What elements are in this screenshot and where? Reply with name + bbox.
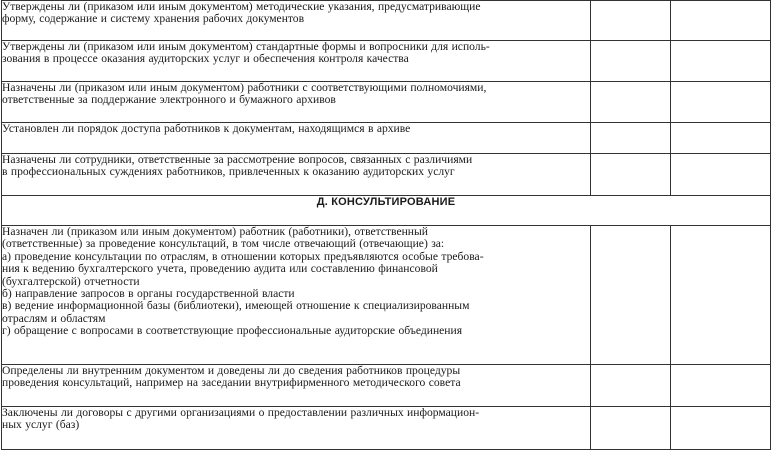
answer-cell-2[interactable] <box>671 154 771 196</box>
question-line: (ответственные) за проведение консультаций, в том числе отвечающий (отвечающие) за: <box>2 237 445 251</box>
question-cell <box>2 1 591 41</box>
question-cell <box>2 82 591 123</box>
question-line: а) проведение консультации по отраслям, в отношении которых предъявляются особые требова- <box>2 249 484 263</box>
question-line: зования в процессе оказания аудиторских услуг и обеспечения контроля качества <box>2 52 409 66</box>
answer-cell-1[interactable] <box>591 41 671 82</box>
table-row <box>2 226 771 365</box>
question-line: Назначены ли (приказом или иным документом) работники с соответствующими полномочиями, <box>2 81 487 94</box>
checklist-table <box>1 0 771 450</box>
question-line: Назначены ли сотрудники, ответственные за рассмотрение вопросов, связанных с различиями <box>2 153 473 166</box>
question-line: г) обращение с вопросами в соответствующие профессиональные аудиторские объединения <box>2 324 463 338</box>
answer-cell-2[interactable] <box>671 82 771 123</box>
question-line: Назначен ли (приказом или иным документом) работник (работники), ответственный <box>2 225 428 238</box>
question-cell <box>2 365 591 407</box>
answer-cell-2[interactable] <box>671 41 771 82</box>
answer-cell-2[interactable] <box>671 407 771 450</box>
answer-cell-2[interactable] <box>671 1 771 41</box>
question-line: ных услуг (баз) <box>2 418 80 432</box>
question-line: ответственные за поддержание электронного и бумажного архивов <box>2 93 336 107</box>
answer-cell-1[interactable] <box>591 82 671 123</box>
question-text <box>2 82 590 107</box>
question-line: Установлен ли порядок доступа работников к документам, находящимся в архиве <box>2 122 411 135</box>
answer-cell-1[interactable] <box>591 226 671 365</box>
table-row <box>2 407 771 450</box>
answer-cell-1[interactable] <box>591 1 671 41</box>
table-row <box>2 123 771 154</box>
question-text <box>2 407 590 432</box>
section-title: Д. КОНСУЛЬТИРОВАНИЕ <box>2 196 771 226</box>
section-header-row <box>2 196 771 226</box>
table-row <box>2 82 771 123</box>
question-line: Определены ли внутренним документом и доведены ли до сведения работников процедуры <box>2 364 461 377</box>
question-line: Утверждены ли (приказом или иным документом) методические указания, предусматривающие <box>2 0 481 13</box>
answer-cell-2[interactable] <box>671 226 771 365</box>
table-row <box>2 154 771 196</box>
question-text <box>2 41 590 66</box>
answer-cell-1[interactable] <box>591 407 671 450</box>
question-line: проведения консультаций, например на заседании внутрифирменного методического совета <box>2 376 461 390</box>
answer-cell-1[interactable] <box>591 154 671 196</box>
answer-cell-1[interactable] <box>591 365 671 407</box>
question-line: Заключены ли договоры с другими организациями о предоставлении различных информацион- <box>2 406 480 419</box>
question-line: в) ведение информационной базы (библиотеки), имеющей отношение к специализированным <box>2 299 470 313</box>
table-row <box>2 41 771 82</box>
question-text <box>2 226 590 338</box>
question-cell <box>2 41 591 82</box>
answer-cell-2[interactable] <box>671 365 771 407</box>
question-line: в профессиональных суждениях работников, привлеченных к оказанию аудиторских услуг <box>2 165 455 179</box>
table-row <box>2 365 771 407</box>
question-cell <box>2 154 591 196</box>
question-line: отраслям и областям <box>2 311 106 325</box>
question-line: ния к ведению бухгалтерского учета, проведению аудита или составлению финансовой <box>2 262 438 276</box>
question-text <box>2 123 590 135</box>
question-text <box>2 1 590 26</box>
question-cell <box>2 123 591 154</box>
question-line: (бухгалтерской) отчетности <box>2 274 140 288</box>
question-cell <box>2 226 591 365</box>
question-line: б) направление запросов в органы государственной власти <box>2 287 295 301</box>
question-line: форму, содержание и систему хранения рабочих документов <box>2 12 305 26</box>
answer-cell-2[interactable] <box>671 123 771 154</box>
answer-cell-1[interactable] <box>591 123 671 154</box>
question-text <box>2 365 590 390</box>
question-cell <box>2 407 591 450</box>
table-row <box>2 1 771 41</box>
question-text <box>2 154 590 179</box>
question-line: Утверждены ли (приказом или иным документом) стандартные формы и вопросники для исполь- <box>2 40 490 53</box>
